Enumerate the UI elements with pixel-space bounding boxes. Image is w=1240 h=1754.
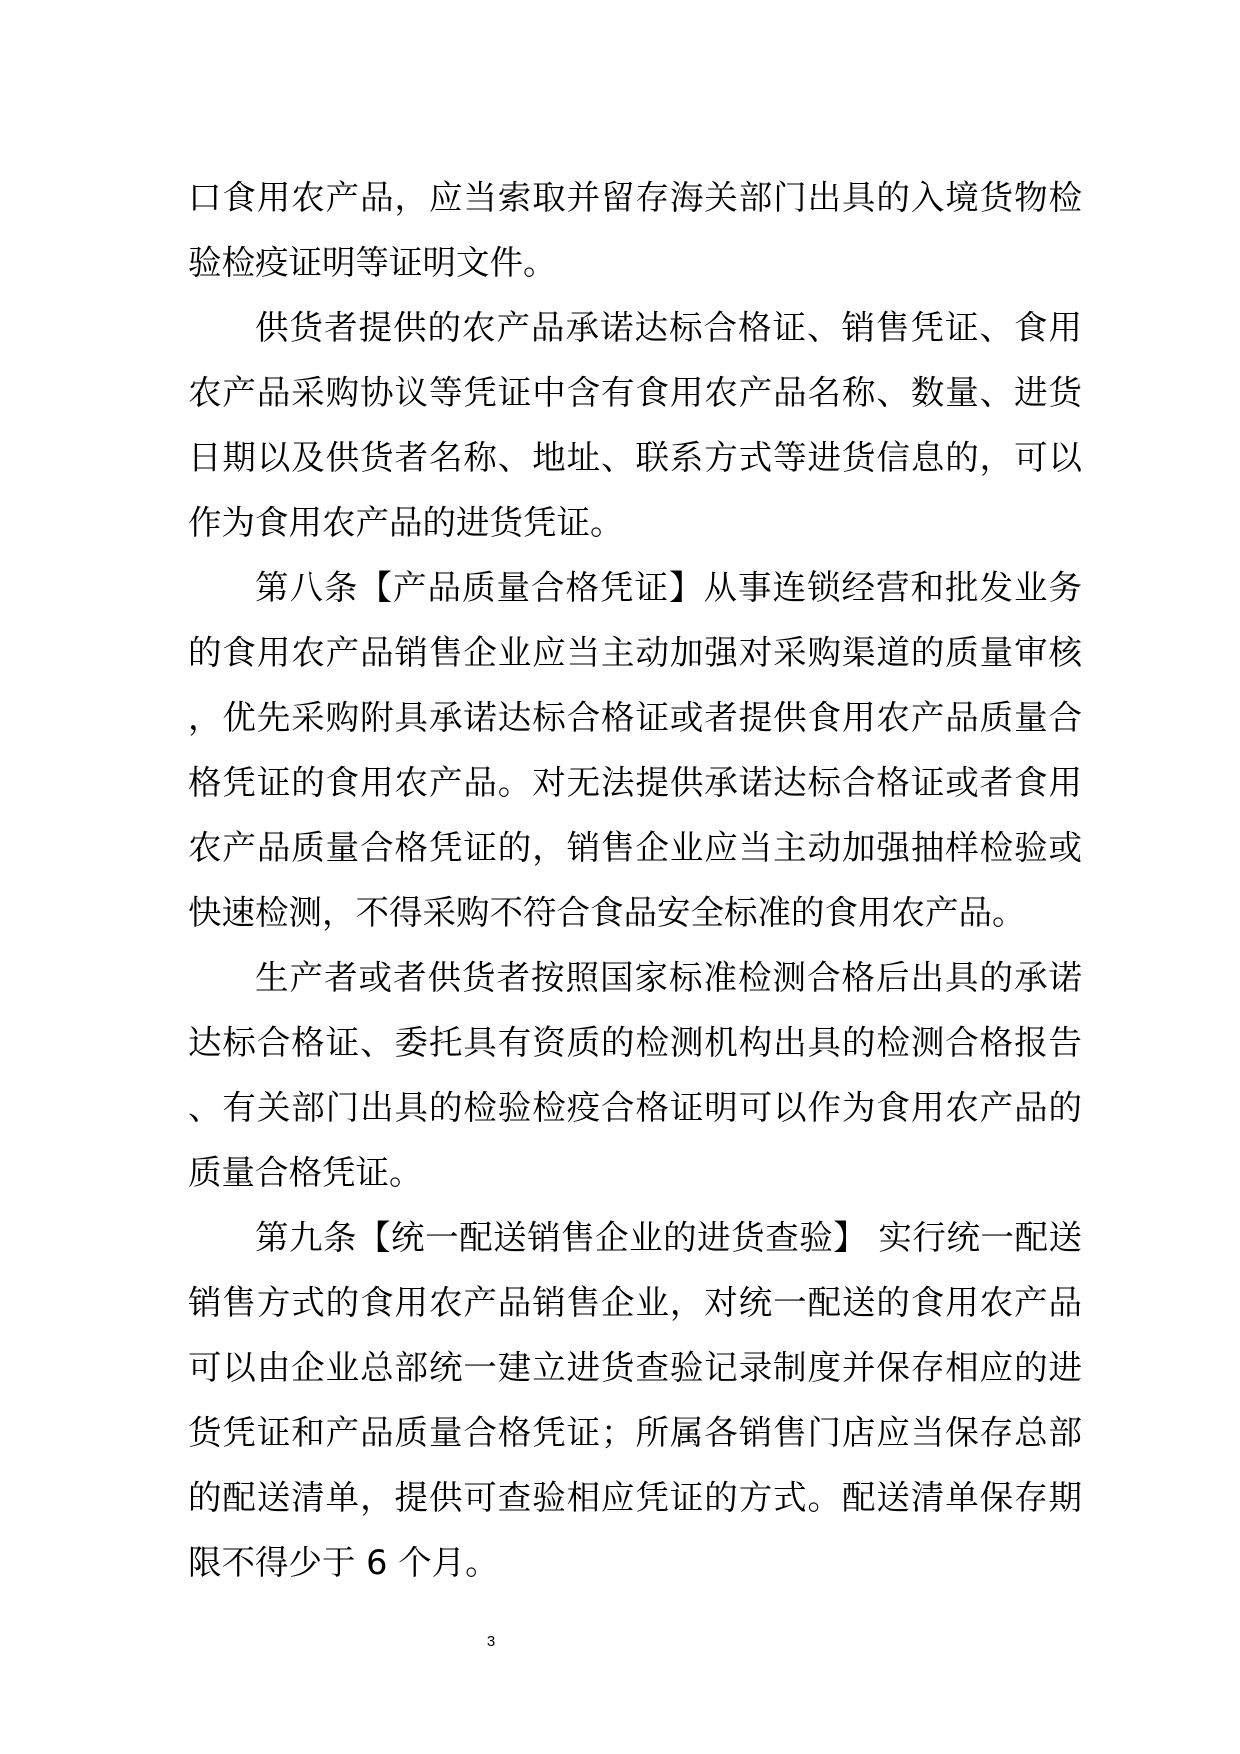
paragraph-article-9-unified-distribution: 第九条【统一配送销售企业的进货查验】 实行统一配送销售方式的食用农产品销售企业，对统一配送的食用农产品可以由企业总部统一建立进货查验记录制度并保存相应的进货凭证和产品质量合格凭证；所属各销售门店应当保存总部的配送清单，提供可查验相应凭证的方式。配送清单保存期限不得少于 6 个月。 xyxy=(188,1218,1082,1582)
paragraph-import-certificates: 口食用农产品，应当索取并留存海关部门出具的入境货物检验检疫证明等证明文件。 xyxy=(188,178,1082,282)
paragraph-purchase-vouchers: 供货者提供的农产品承诺达标合格证、销售凭证、食用农产品采购协议等凭证中含有食用农产品名称、数量、进货日期以及供货者名称、地址、联系方式等进货信息的，可以作为食用农产品的进货凭证。 xyxy=(188,308,1082,542)
paragraph-quality-certificate-types: 生产者或者供货者按照国家标准检测合格后出具的承诺达标合格证、委托具有资质的检测机构出具的检测合格报告、有关部门出具的检验检疫合格证明可以作为食用农产品的质量合格凭证。 xyxy=(188,958,1082,1192)
page-number: 3 xyxy=(486,1633,496,1650)
document-body xyxy=(188,165,1082,1595)
paragraph-article-8-quality-certificate: 第八条【产品质量合格凭证】从事连锁经营和批发业务的食用农产品销售企业应当主动加强对采购渠道的质量审核，优先采购附具承诺达标合格证或者提供食用农产品质量合格凭证的食用农产品。对无法提供承诺达标合格证或者食用农产品质量合格凭证的，销售企业应当主动加强抽样检验或快速检测，不得采购不符合食品安全标准的食用农产品。 xyxy=(188,568,1082,932)
